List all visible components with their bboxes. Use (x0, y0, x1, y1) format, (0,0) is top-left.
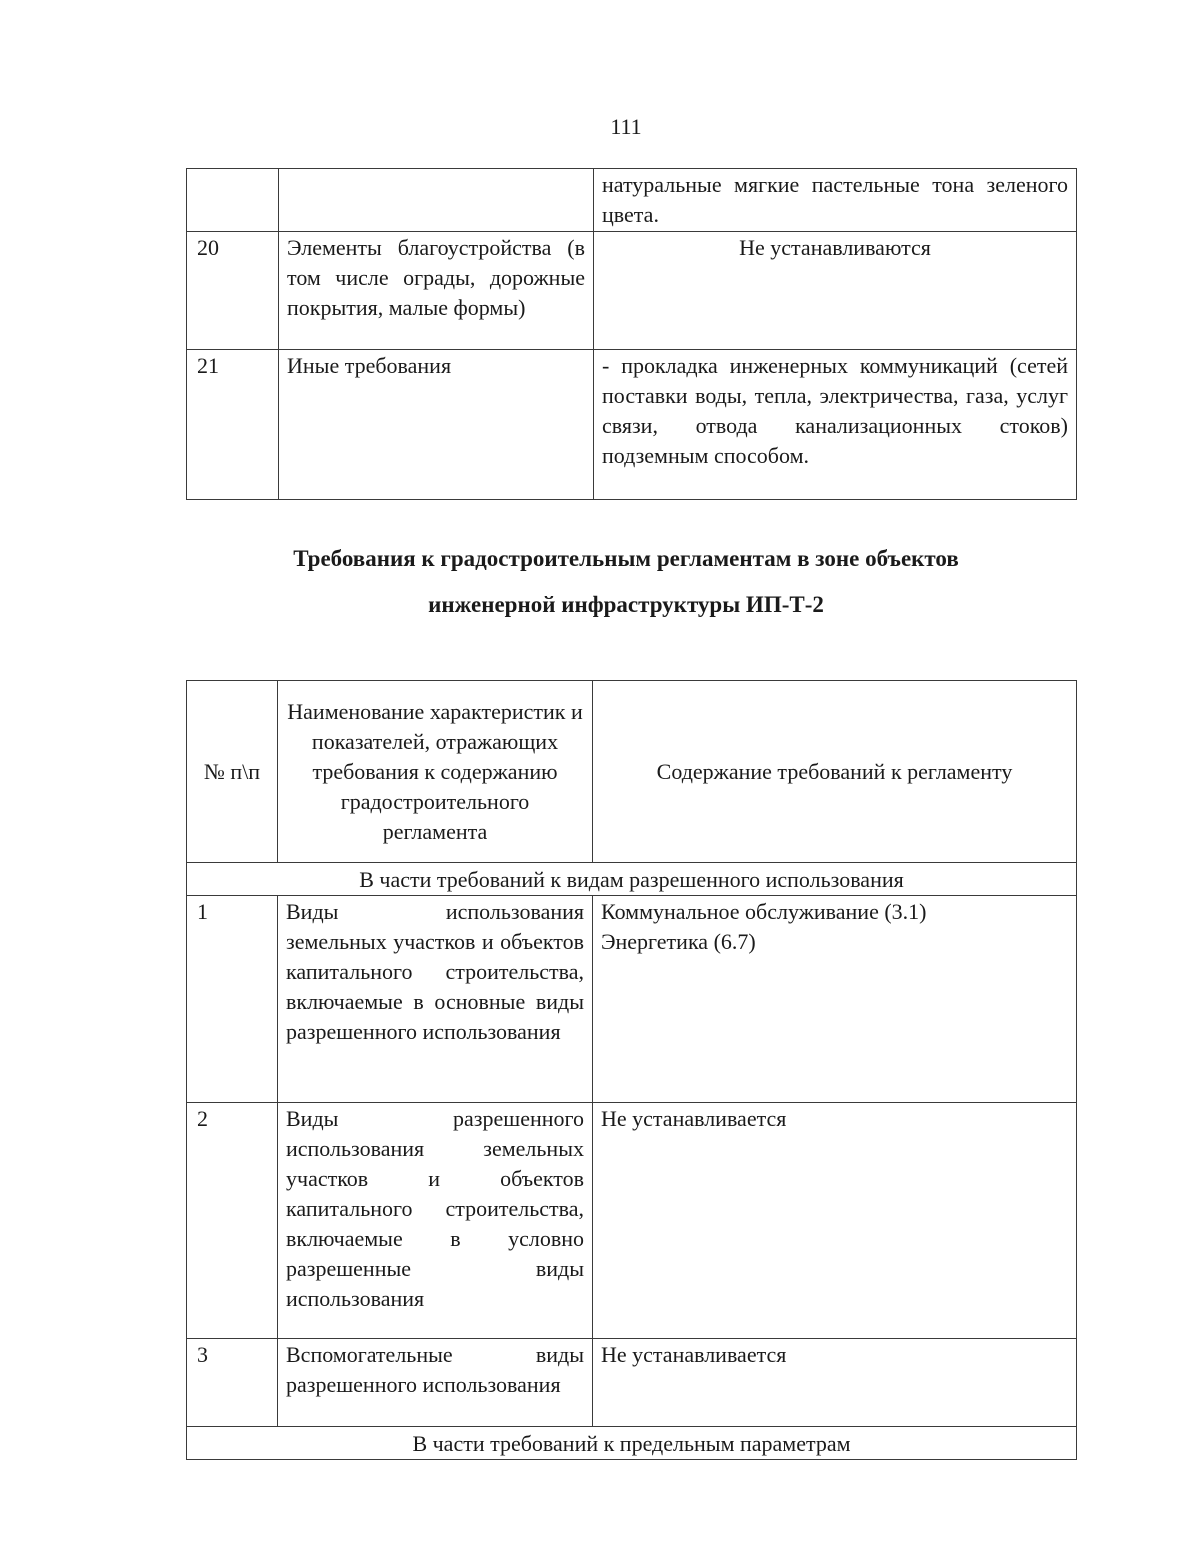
header-name-cell: Наименование характеристик и показателей, отражающих требования к содержанию градостроительного регламента (278, 681, 593, 863)
section-row-cell: В части требований к предельным параметрам (187, 1427, 1077, 1460)
table-row (187, 896, 1077, 1103)
table-header-row (187, 681, 1077, 863)
row-name-cell: Виды использования земельных участков и объектов капитального строительства, включаемые в основные виды разрешенного использования (278, 896, 593, 1103)
row-number-cell: 3 (187, 1339, 278, 1427)
row-number-cell (187, 169, 279, 232)
content-line: Не устанавливается (601, 1106, 787, 1131)
row-content-cell: Не устанавливаются (594, 232, 1077, 350)
section-row-cell: В части требований к видам разрешенного использования (187, 863, 1077, 896)
section-row (187, 863, 1077, 896)
row-content-cell: - прокладка инженерных коммуникаций (сетей поставки воды, тепла, электричества, газа, услуг связи, отвода канализационных стоков) подземным способом. (594, 350, 1077, 500)
row-content-cell: натуральные мягкие пастельные тона зеленого цвета. (594, 169, 1077, 232)
row-name-cell: Элементы благоустройства (в том числе ограды, дорожные покрытия, малые формы) (279, 232, 594, 350)
header-number-cell: № п\п (187, 681, 278, 863)
table-row (187, 350, 1077, 500)
row-number-cell: 21 (187, 350, 279, 500)
row-name-cell: Иные требования (279, 350, 594, 500)
continued-requirements-table (186, 168, 1077, 500)
section-row (187, 1427, 1077, 1460)
row-number-cell: 20 (187, 232, 279, 350)
row-number-cell: 2 (187, 1103, 278, 1339)
table-row (187, 232, 1077, 350)
row-content-cell (593, 896, 1077, 1103)
header-content-cell: Содержание требований к регламенту (593, 681, 1077, 863)
table-row (187, 169, 1077, 232)
row-name-cell (279, 169, 594, 232)
row-content-cell (593, 1339, 1077, 1427)
section-title-line1: Требования к градостроительным регламентам в зоне объектов (293, 546, 959, 571)
table-row (187, 1103, 1077, 1339)
page-number: 111 (610, 114, 642, 139)
content-line: Коммунальное обслуживание (3.1) (601, 899, 927, 924)
content-line: Энергетика (6.7) (601, 929, 756, 954)
row-name-cell: Вспомогательные виды разрешенного использования (278, 1339, 593, 1427)
row-name-cell: Виды разрешенного использования земельных участков и объектов капитального строительства, включаемые в условно разрешенные виды использования (278, 1103, 593, 1339)
row-content-cell (593, 1103, 1077, 1339)
section-title-line2: инженерной инфраструктуры ИП-Т-2 (428, 592, 824, 617)
table-row (187, 1339, 1077, 1427)
content-line: Не устанавливается (601, 1342, 787, 1367)
row-number-cell: 1 (187, 896, 278, 1103)
ip-t-2-regulations-table (186, 680, 1077, 1460)
